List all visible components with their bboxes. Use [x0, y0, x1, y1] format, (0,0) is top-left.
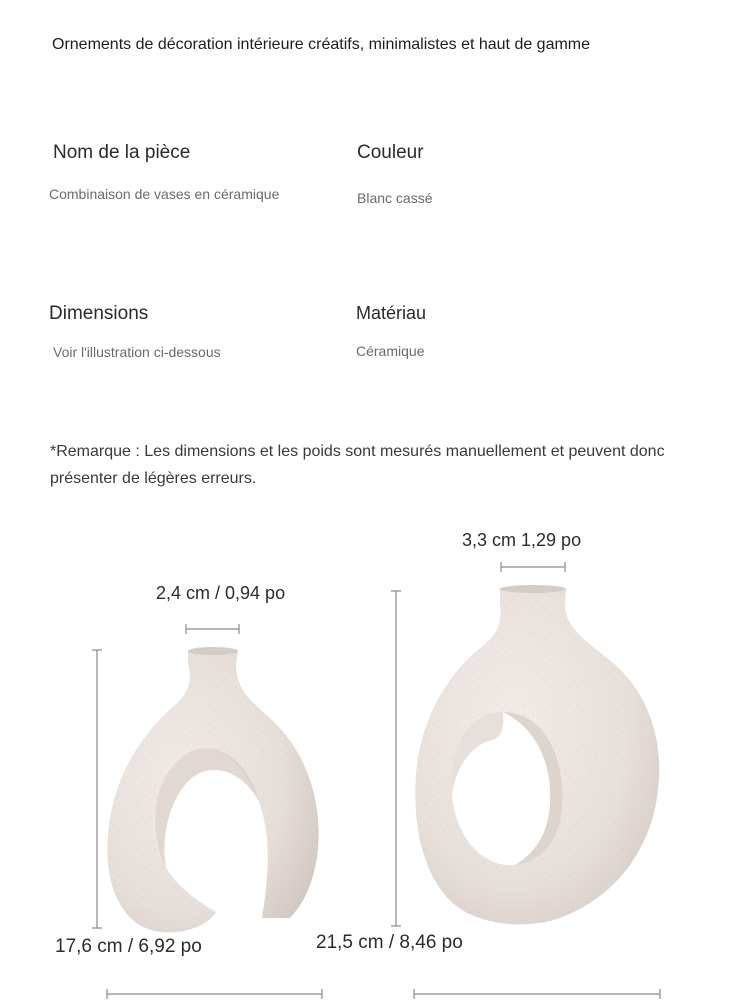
spec-material-value: Céramique: [356, 343, 425, 359]
large-vase-opening-line: [501, 562, 565, 572]
spec-dimensions-title: Dimensions: [49, 303, 149, 324]
small-vase-height-label: 17,6 cm / 6,92 po: [55, 936, 202, 957]
spec-material-title: Matériau: [356, 303, 427, 323]
small-vase-width-line: [107, 989, 322, 999]
spec-name-title: Nom de la pièce: [53, 142, 191, 163]
spec-color-value: Blanc cassé: [357, 190, 433, 206]
spec-color-title: Couleur: [357, 142, 424, 163]
large-vase-opening-label: 3,3 cm 1,29 po: [462, 530, 582, 550]
large-vase-height-label: 21,5 cm / 8,46 po: [316, 932, 463, 953]
headline: Ornements de décoration intérieure créatifs, minimalistes et haut de gamme: [52, 36, 591, 53]
large-vase-height-line: [391, 591, 401, 926]
spec-dimensions-value: Voir l'illustration ci-dessous: [53, 344, 221, 360]
small-vase-height-line: [92, 650, 102, 928]
spec-name-value: Combinaison de vases en céramique: [49, 186, 280, 202]
large-vase: [415, 585, 659, 924]
small-vase-opening-label: 2,4 cm / 0,94 po: [156, 583, 286, 603]
small-vase: [107, 647, 318, 932]
large-vase-width-line: [414, 989, 660, 999]
small-vase-opening-line: [186, 624, 239, 634]
measurement-note: *Remarque : Les dimensions et les poids sont mesurés manuellement et peuvent donc présenter de légères erreurs.: [50, 443, 665, 487]
